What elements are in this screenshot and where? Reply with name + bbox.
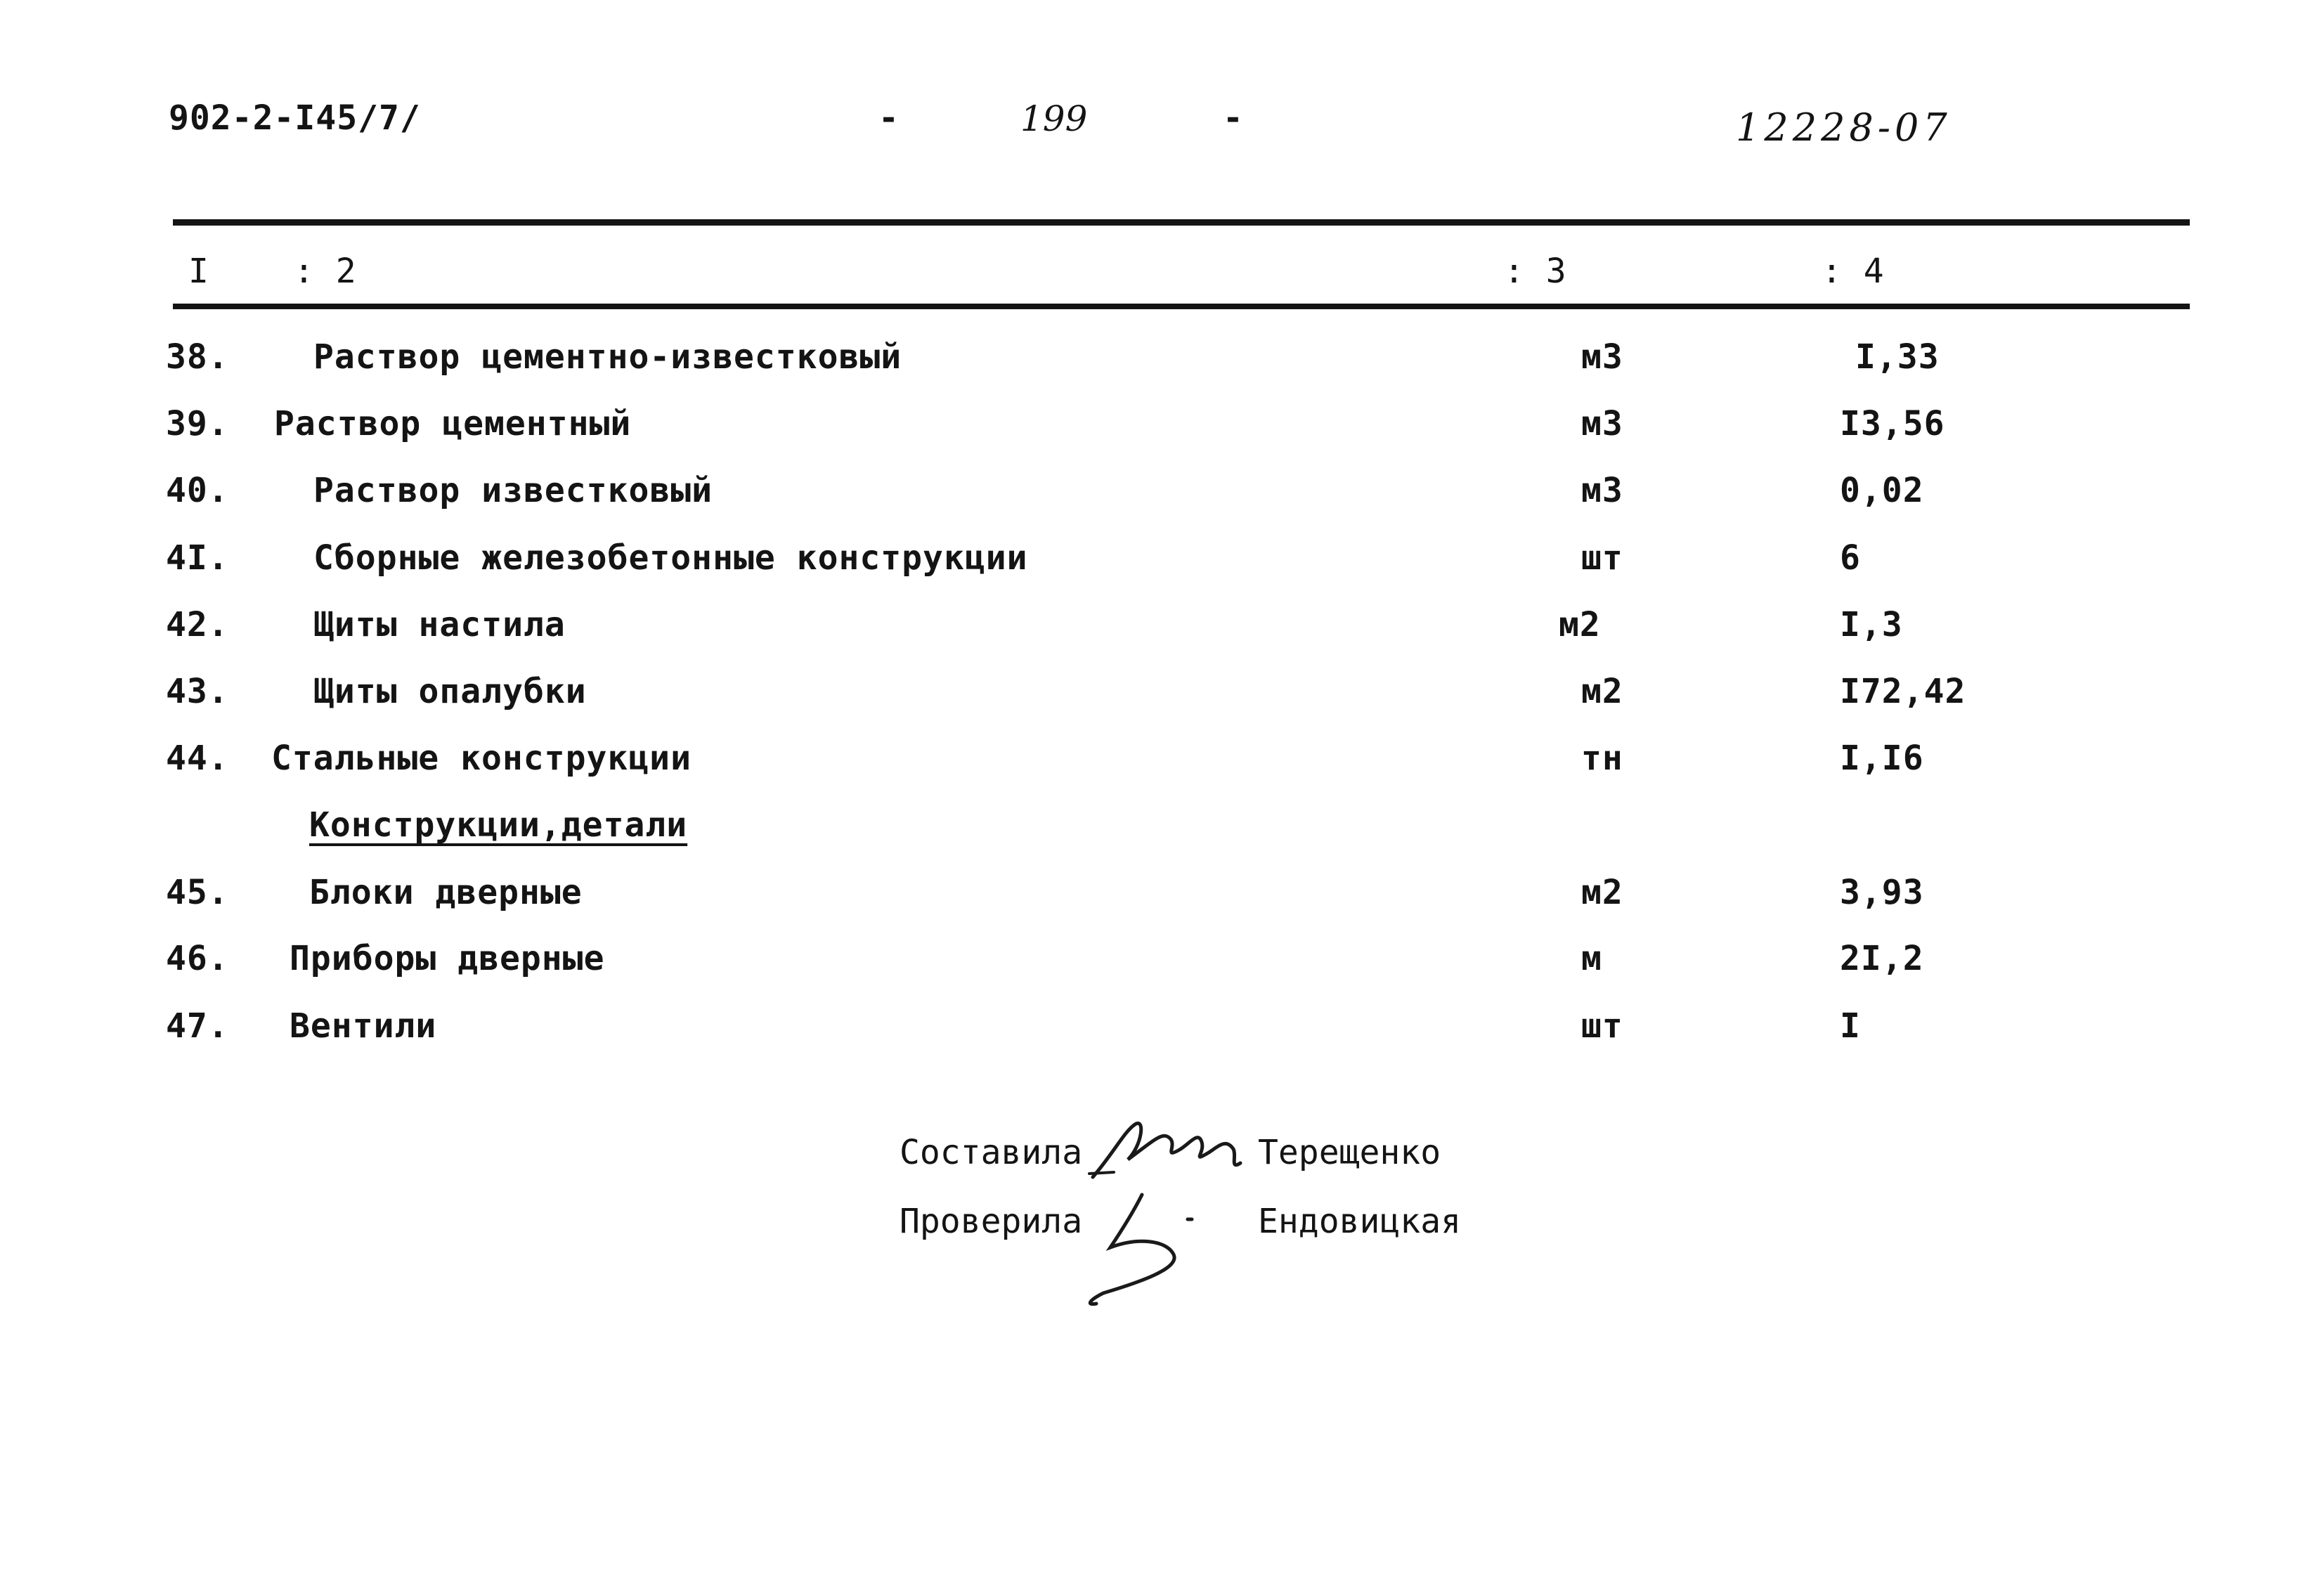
table-row bbox=[0, 538, 2324, 602]
row-unit: тн bbox=[1581, 739, 1623, 778]
row-unit: м3 bbox=[1581, 337, 1623, 377]
column-header-1: I bbox=[188, 252, 209, 291]
row-quantity: I72,42 bbox=[1840, 672, 1966, 711]
row-number: 45. bbox=[166, 873, 229, 912]
table-row bbox=[0, 471, 2324, 534]
row-unit: м2 bbox=[1581, 873, 1623, 912]
row-unit: м2 bbox=[1559, 605, 1601, 644]
column-header-3: : 3 bbox=[1504, 252, 1567, 291]
row-name: Вентили bbox=[290, 1006, 437, 1046]
row-number: 44. bbox=[166, 739, 229, 778]
row-name: Блоки дверные bbox=[309, 873, 583, 912]
row-quantity: I,33 bbox=[1855, 337, 1940, 377]
document-code: 902-2-I45/7/ bbox=[169, 98, 421, 138]
archive-number: 12228-07 bbox=[1736, 105, 1952, 150]
row-quantity: I,I6 bbox=[1840, 739, 1924, 778]
row-number: 38. bbox=[166, 337, 229, 377]
section-title: Конструкции,детали bbox=[309, 805, 688, 845]
row-quantity: 3,93 bbox=[1840, 873, 1924, 912]
table-row bbox=[0, 672, 2324, 735]
column-header-2: : 2 bbox=[294, 252, 357, 291]
row-unit: шт bbox=[1581, 538, 1623, 578]
table-row bbox=[0, 337, 2324, 401]
row-name: Раствор цементный bbox=[274, 404, 632, 443]
row-name: Стальные конструкции bbox=[271, 739, 692, 778]
row-number: 4I. bbox=[166, 538, 229, 578]
row-unit: м3 bbox=[1581, 404, 1623, 443]
row-quantity: 0,02 bbox=[1840, 471, 1924, 510]
page-number: 199 bbox=[1020, 98, 1088, 139]
row-number: 46. bbox=[166, 939, 229, 978]
table-row bbox=[0, 739, 2324, 802]
compiled-by-name: Терещенко bbox=[1258, 1133, 1441, 1172]
checked-by-name: Ендовицкая bbox=[1258, 1202, 1461, 1241]
table-row bbox=[0, 939, 2324, 1002]
row-name: Раствор известковый bbox=[313, 471, 713, 510]
page-dash-left: - bbox=[878, 98, 900, 138]
table-row bbox=[0, 404, 2324, 467]
row-unit: м3 bbox=[1581, 471, 1623, 510]
row-number: 43. bbox=[166, 672, 229, 711]
row-number: 39. bbox=[166, 404, 229, 443]
row-quantity: I bbox=[1840, 1006, 1861, 1046]
row-name: Щиты настила bbox=[313, 605, 566, 644]
compiled-signature-mark bbox=[1086, 1110, 1247, 1188]
row-unit: шт bbox=[1581, 1006, 1623, 1046]
row-unit: м bbox=[1581, 939, 1602, 978]
compiled-by-label: Составила bbox=[900, 1133, 1083, 1172]
row-quantity: 6 bbox=[1840, 538, 1861, 578]
row-quantity: I,3 bbox=[1840, 605, 1903, 644]
row-unit: м2 bbox=[1581, 672, 1623, 711]
checked-by-label: Проверила bbox=[900, 1202, 1083, 1241]
column-header-4: : 4 bbox=[1822, 252, 1885, 291]
table-top-rule bbox=[173, 219, 2190, 226]
row-name: Сборные железобетонные конструкции bbox=[313, 538, 1028, 578]
row-name: Раствор цементно-известковый bbox=[313, 337, 902, 377]
row-name: Щиты опалубки bbox=[313, 672, 587, 711]
row-number: 47. bbox=[166, 1006, 229, 1046]
row-quantity: 2I,2 bbox=[1840, 939, 1924, 978]
row-name: Приборы дверные bbox=[290, 939, 605, 978]
page-dash-right: - bbox=[1223, 98, 1244, 138]
row-quantity: I3,56 bbox=[1840, 404, 1945, 443]
checked-signature-mark bbox=[1082, 1188, 1223, 1314]
table-row bbox=[0, 873, 2324, 936]
row-number: 40. bbox=[166, 471, 229, 510]
table-header-rule bbox=[173, 304, 2190, 309]
row-number: 42. bbox=[166, 605, 229, 644]
table-row bbox=[0, 1006, 2324, 1070]
table-row bbox=[0, 605, 2324, 668]
